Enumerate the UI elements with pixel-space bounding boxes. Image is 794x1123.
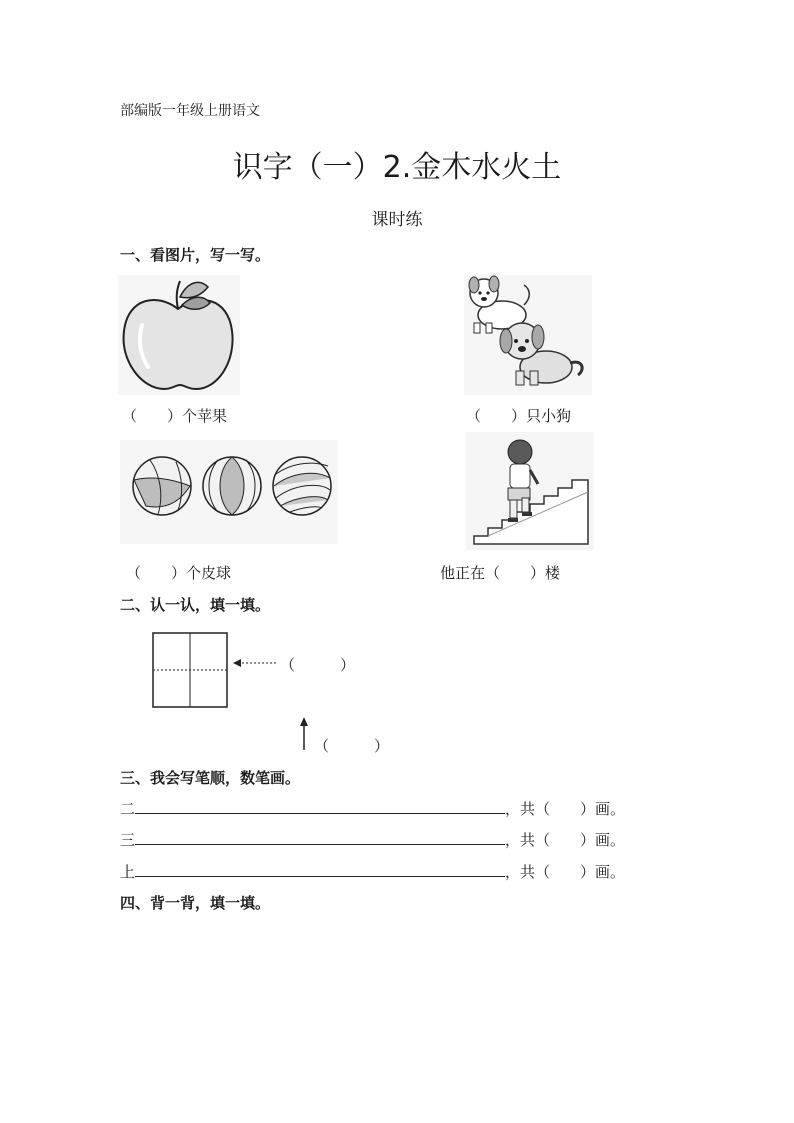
stroke-character: 上	[120, 863, 136, 881]
answer-blank-bottom[interactable]: （ ）	[314, 737, 390, 755]
left-arrow-icon	[232, 656, 280, 670]
section-2-heading: 二、认一认，填一填。	[120, 596, 271, 614]
apple-count-prompt: （ ）个苹果	[122, 407, 228, 425]
section-3-heading: 三、我会写笔顺，数笔画。	[120, 769, 301, 787]
dog-count-prompt: （ ）只小狗	[466, 407, 572, 425]
stairs-prompt: 他正在（ ）楼	[440, 564, 561, 582]
stroke-order-row	[120, 798, 625, 819]
ball-count-prompt: （ ）个皮球	[126, 564, 232, 582]
stroke-character: 三	[120, 831, 136, 849]
stroke-count-prompt: ，共（ ）画。	[505, 863, 626, 881]
section-1-heading: 一、看图片，写一写。	[120, 246, 271, 264]
stroke-order-line[interactable]	[135, 830, 505, 845]
page-title: 识字（一）2.金木水火土	[232, 150, 562, 185]
stroke-order-row	[120, 829, 625, 850]
stroke-count-prompt: ，共（ ）画。	[505, 831, 626, 849]
document-header: 部编版一年级上册语文	[120, 103, 260, 119]
tian-zi-ge-grid	[150, 630, 230, 710]
answer-blank-right[interactable]: （ ）	[280, 656, 356, 674]
apple-illustration	[118, 275, 240, 395]
stroke-order-line[interactable]	[135, 862, 505, 877]
page-subtitle: 课时练	[371, 210, 423, 230]
stroke-order-row	[120, 861, 625, 882]
stairs-illustration	[466, 432, 594, 550]
stroke-order-line[interactable]	[135, 799, 505, 814]
balls-illustration	[120, 440, 338, 544]
stroke-count-prompt: ，共（ ）画。	[505, 800, 626, 818]
stroke-character: 二	[120, 800, 136, 818]
up-arrow-icon	[296, 716, 312, 752]
section-4-heading: 四、背一背，填一填。	[120, 894, 271, 912]
dogs-illustration	[464, 275, 592, 395]
